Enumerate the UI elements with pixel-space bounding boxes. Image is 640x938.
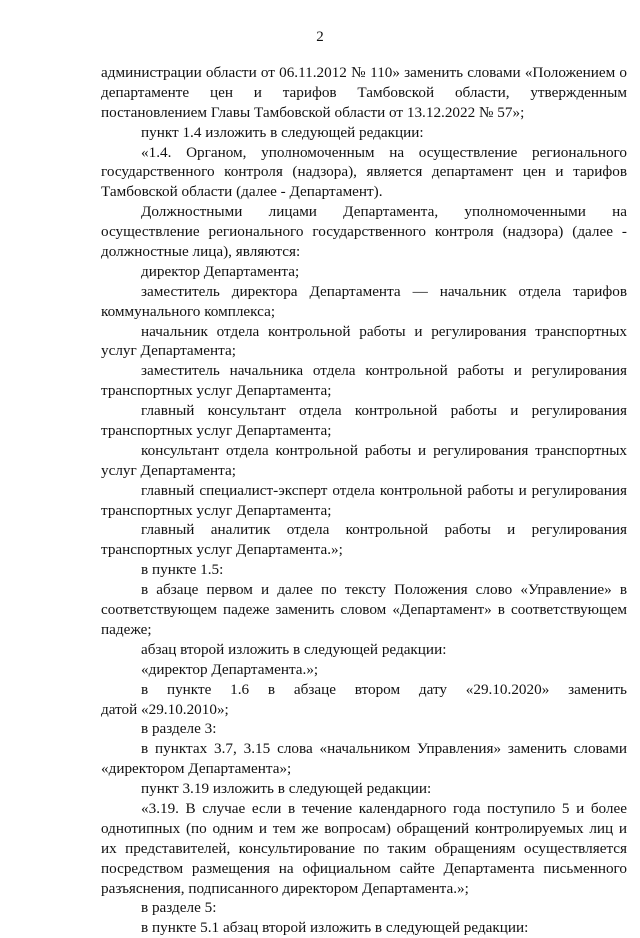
text-line: услуг Департамента; [101, 461, 236, 479]
text-line: однотипных (по одним и тем же вопросам) обращений контролируемых лиц и [101, 819, 627, 837]
text-line: главный аналитик отдела контрольной работы и регулирования [141, 521, 627, 539]
text-line: директор Департамента; [141, 262, 300, 280]
text-line: начальник отдела контрольной работы и регулирования транспортных [141, 322, 627, 340]
text-line: Должностными лицами Департамента, уполномоченными на [141, 203, 627, 221]
text-line: посредством размещения на официальном сайте Департамента письменного [101, 859, 627, 877]
text-line: датой «29.10.2010»; [101, 700, 229, 718]
text-line: транспортных услуг Департамента; [101, 422, 332, 440]
text-line: «3.19. В случае если в течение календарного года поступило 5 и более [141, 799, 627, 817]
text-line: транспортных услуг Департамента; [101, 382, 332, 400]
text-line: пункт 3.19 изложить в следующей редакции: [141, 780, 432, 798]
text-line: в разделе 5: [141, 899, 217, 917]
text-line: постановлением Главы Тамбовской области от 13.12.2022 № 57»; [101, 103, 525, 121]
text-line: государственного контроля (надзора), является департамент цен и тарифов [101, 163, 627, 181]
text-line: в разделе 3: [141, 720, 217, 738]
text-line: администрации области от 06.11.2012 № 110» заменить словами «Положением о [101, 64, 627, 81]
text-line: транспортных услуг Департамента; [101, 501, 332, 519]
text-line: в абзаце первом и далее по тексту Положения слово «Управление» в [141, 581, 627, 599]
text-line: осуществление регионального государственного контроля (надзора) (далее - [101, 223, 627, 241]
text-line: департаменте цен и тарифов Тамбовской области, утвержденным [101, 83, 627, 101]
text-line: в пункте 1.6 в абзаце втором дату «29.10.2020» заменить [141, 680, 627, 698]
text-line: «1.4. Органом, уполномоченным на осуществление регионального [141, 143, 627, 161]
text-line: абзац второй изложить в следующей редакции: [141, 640, 447, 658]
text-line: главный консультант отдела контрольной работы и регулирования [141, 402, 627, 420]
text-line: в пункте 1.5: [141, 561, 224, 579]
text-line: в пунктах 3.7, 3.15 слова «начальником Управления» заменить словами [141, 740, 627, 758]
text-line: пункт 1.4 изложить в следующей редакции: [141, 123, 424, 141]
text-line: падеже; [101, 620, 152, 638]
text-line: в пункте 5.1 абзац второй изложить в следующей редакции: [141, 919, 529, 937]
text-line: должностные лица), являются: [101, 243, 301, 261]
page-number: 2 [316, 29, 324, 45]
text-line: заместитель начальника отдела контрольной работы и регулирования [141, 362, 627, 380]
text-line: коммунального комплекса; [101, 302, 276, 320]
text-line: консультант отдела контрольной работы и регулирования транспортных [141, 441, 627, 459]
text-line: «директор Департамента.»; [141, 660, 319, 678]
text-line: «директором Департамента»; [101, 760, 292, 778]
text-line: Тамбовской области (далее - Департамент). [101, 183, 383, 201]
text-line: разъяснения, подписанного директором Департамента.»; [101, 879, 469, 897]
text-line: транспортных услуг Департамента.»; [101, 541, 343, 559]
text-line: услуг Департамента; [101, 342, 236, 360]
document-body [101, 63, 627, 938]
text-line: их представителей, консультирование по таким обращениям осуществляется [101, 839, 627, 857]
text-line: соответствующем падеже заменить словом «Департамент» в соответствующем [101, 601, 627, 619]
text-line: заместитель директора Департамента — начальник отдела тарифов [141, 282, 627, 300]
text-line: главный специалист-эксперт отдела контрольной работы и регулирования [141, 481, 627, 499]
